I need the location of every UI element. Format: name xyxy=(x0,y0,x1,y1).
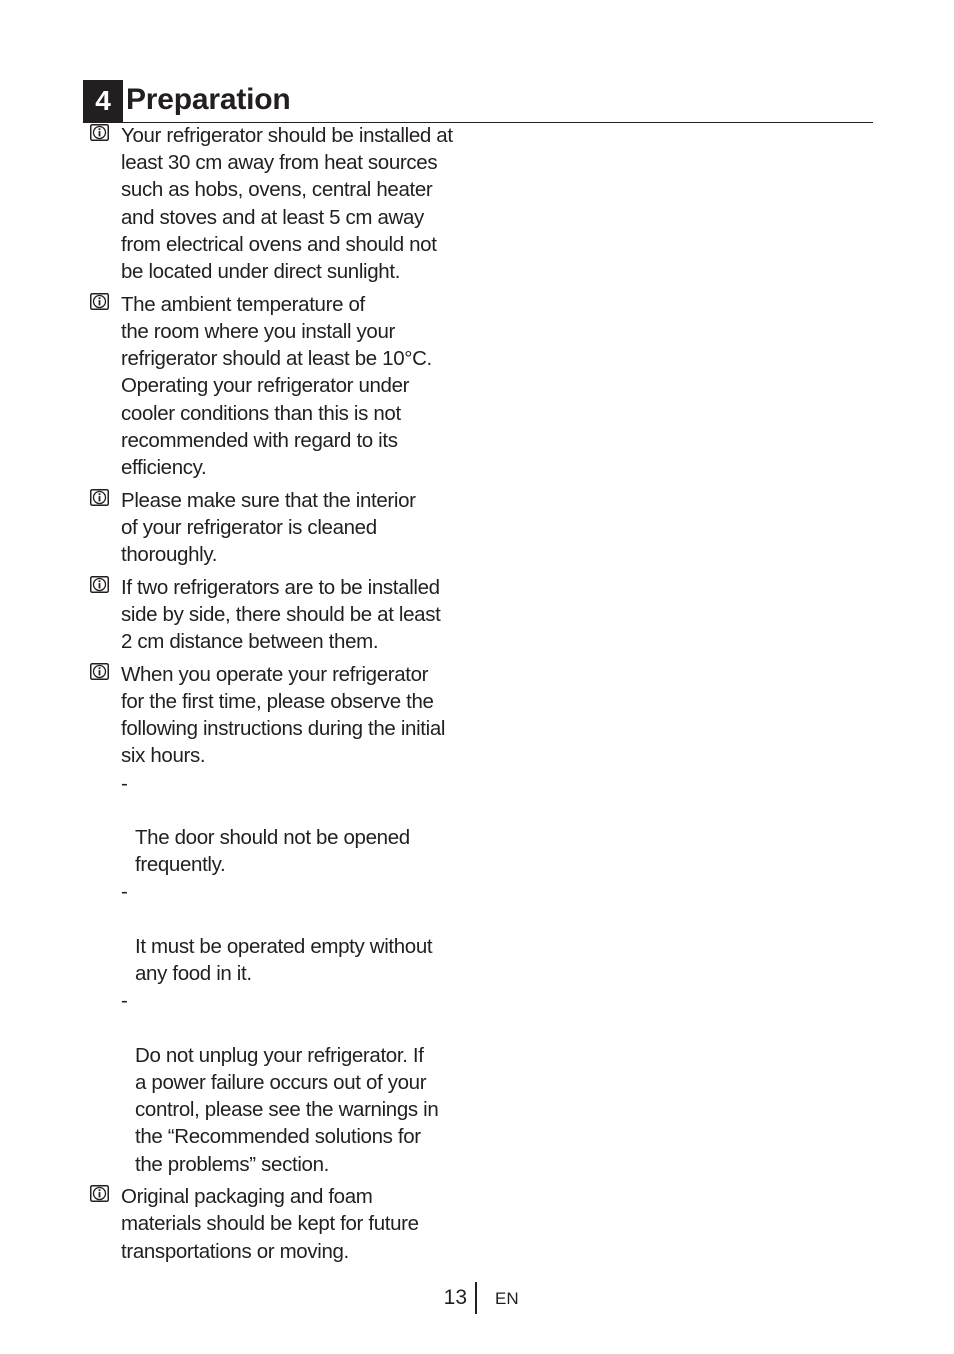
info-icon xyxy=(90,576,109,593)
language-code: EN xyxy=(495,1289,519,1308)
info-icon xyxy=(90,663,109,680)
note-text: Original packaging and foam materials should be kept for future transportations or moving. xyxy=(121,1185,419,1263)
instruction-item xyxy=(121,987,478,1177)
instruction-item xyxy=(121,770,478,879)
note-text: If two refrigerators are to be installed side by side, there should be at least 2 cm distance between them. xyxy=(121,575,441,654)
page-footer xyxy=(0,1282,954,1316)
instruction-text: The door should not be opened frequently. xyxy=(135,826,410,877)
instruction-text: Do not unplug your refrigerator. If a power failure occurs out of your control, please see the warnings in the “Recommended solutions for the problems” section. xyxy=(135,1043,439,1176)
note-text: When you operate your refrigerator for the first time, please observe the following instructions during the initial six hours. xyxy=(121,662,446,768)
notes-list xyxy=(88,122,478,1270)
note-item xyxy=(88,291,478,481)
note-text: Please make sure that the interior of your refrigerator is cleaned thoroughly. xyxy=(121,488,416,567)
instruction-text: It must be operated empty without any food in it. xyxy=(135,934,433,986)
note-item xyxy=(88,487,478,569)
info-icon xyxy=(90,1185,109,1202)
dash-bullet: - xyxy=(121,771,128,795)
footer-divider xyxy=(475,1282,477,1314)
note-item xyxy=(88,122,478,285)
dash-bullet: - xyxy=(121,989,128,1013)
section-header xyxy=(83,80,873,123)
note-item xyxy=(88,574,478,656)
chapter-number: 4 xyxy=(83,80,123,122)
note-item xyxy=(88,1183,478,1265)
instruction-item xyxy=(121,878,478,987)
note-item xyxy=(88,661,478,1178)
info-icon xyxy=(90,124,109,141)
info-icon xyxy=(90,489,109,506)
dash-bullet: - xyxy=(121,880,128,904)
info-icon xyxy=(90,293,109,310)
note-text: Your refrigerator should be installed at least 30 cm away from heat sources such as hobs, ovens, central heater and stoves and at least 5 cm away from electrical ovens and should not be located under direct sunlight. xyxy=(121,124,453,284)
page-title: Preparation xyxy=(126,83,291,116)
page-number: 13 xyxy=(443,1286,467,1309)
note-text: The ambient temperature of the room where you install your refrigerator should at least be 10°C. Operating your refrigerator under cooler conditions than this is not recommended with regard to its efficiency. xyxy=(121,292,432,479)
